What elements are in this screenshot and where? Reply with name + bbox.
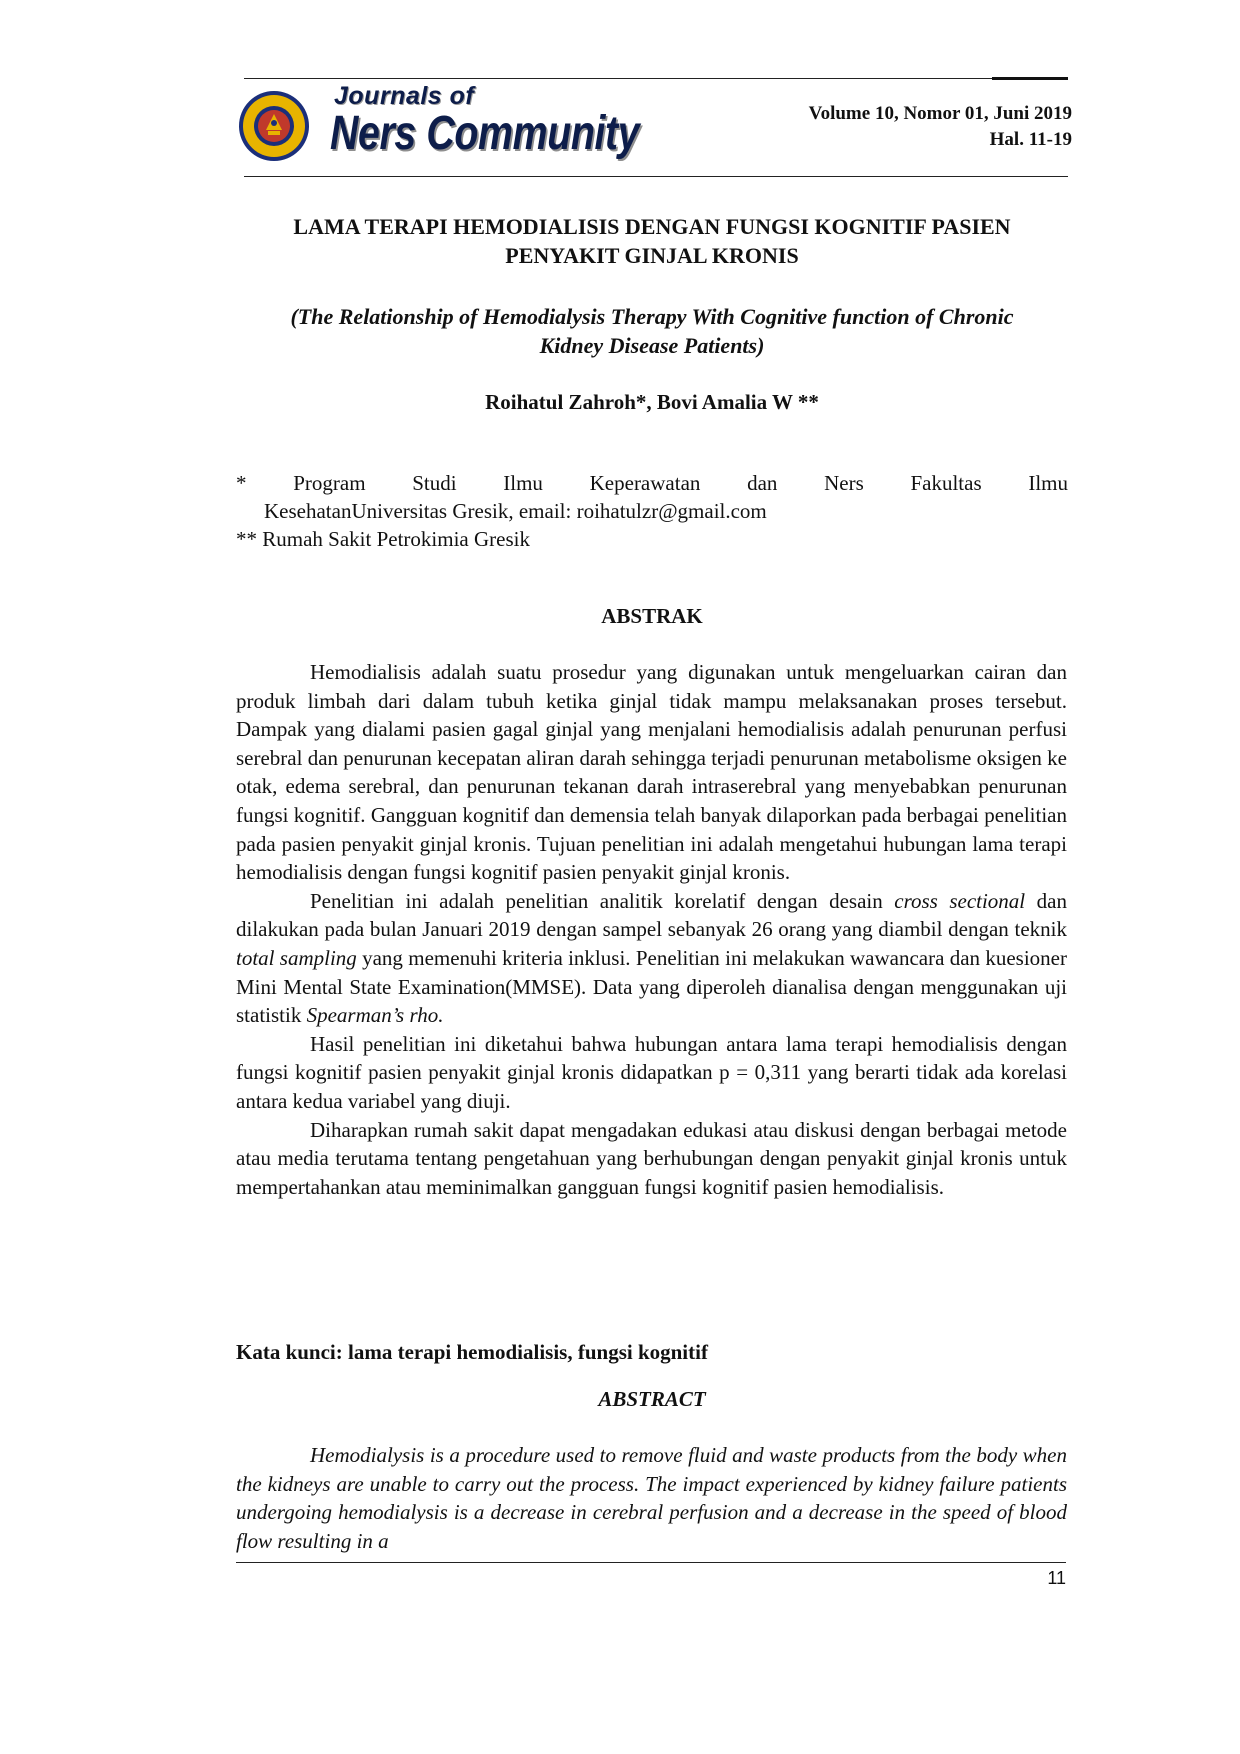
volume-issue: Volume 10, Nomor 01, Juni 2019 <box>808 103 1072 124</box>
abstract-body <box>236 1441 1067 1555</box>
abstrak-p2-text-b: dan dilakukan pada bulan Januari 2019 dengan sampel sebanyak 26 orang yang diambil dengan teknik <box>236 888 1067 942</box>
affiliation-2: ** Rumah Sakit Petrokimia Gresik <box>236 527 530 551</box>
abstrak-paragraph-4: Diharapkan rumah sakit dapat mengadakan edukasi atau diskusi dengan berbagai metode atau media terutama tentang pengetahuan yang berhubungan dengan penyakit ginjal kronis untuk mempertahankan atau meminimalkan gangguan fungsi kognitif pasien hemodialisis. <box>236 1117 1067 1199</box>
university-seal-icon <box>238 90 310 162</box>
journal-name-line1: Journals of <box>334 82 475 110</box>
abstrak-paragraph-3: Hasil penelitian ini diketahui bahwa hubungan antara lama terapi hemodialisis dengan fungsi kognitif pasien penyakit ginjal kronis didapatkan p = 0,311 yang berarti tidak ada korelasi antara kedua variabel yang diuji. <box>236 1031 1067 1113</box>
abstrak-heading: ABSTRAK <box>601 604 703 628</box>
abstrak-p2-text-a: Penelitian ini adalah penelitian analitik korelatif dengan desain <box>310 888 895 913</box>
header-rule-top <box>244 78 1068 79</box>
abstrak-p2-emphasis-1: cross sectional <box>894 888 1026 913</box>
abstract-heading: ABSTRACT <box>598 1387 706 1411</box>
page-range: Hal. 11-19 <box>989 129 1072 150</box>
journal-name-line2: Ners Community <box>330 107 640 160</box>
article-title-line1: LAMA TERAPI HEMODIALISIS DENGAN FUNGSI KOGNITIF PASIEN <box>293 214 1011 239</box>
header-rule-bottom <box>244 176 1068 177</box>
header-rule-top-accent <box>992 77 1068 80</box>
keywords: Kata kunci: lama terapi hemodialisis, fungsi kognitif <box>236 1340 708 1364</box>
affiliation-1-line1: * Program Studi Ilmu Keperawatan dan Ners Fakultas Ilmu <box>236 471 1068 495</box>
page-number: 11 <box>1047 1568 1066 1588</box>
abstract-paragraph-1: Hemodialysis is a procedure used to remove fluid and waste products from the body when the kidneys are unable to carry out the process. The impact experienced by kidney failure patients undergoing hemodialysis is a decrease in cerebral perfusion and a decrease in the speed of blood flow resulting in a <box>236 1443 1067 1553</box>
footer-rule <box>236 1562 1066 1563</box>
article-subtitle-line2: Kidney Disease Patients) <box>539 333 765 358</box>
abstrak-p2-emphasis-3: Spearman’s rho. <box>306 1003 444 1028</box>
article-title <box>236 212 1068 270</box>
abstrak-p2-text-c: yang memenuhi kriteria inklusi. Penelitian ini melakukan wawancara dan kuesioner Mini Mental State Examination(MMSE). Data yang diperoleh dianalisa dengan menggunakan uji statistik <box>236 945 1067 1028</box>
article-subtitle-line1: (The Relationship of Hemodialysis Therapy With Cognitive function of Chronic <box>290 304 1014 329</box>
abstrak-paragraph-2 <box>236 887 1067 1030</box>
abstrak-p2-emphasis-2: total sampling <box>236 945 357 970</box>
volume-info <box>809 101 1072 153</box>
article-subtitle <box>236 302 1068 360</box>
affiliation-1-line2: KesehatanUniversitas Gresik, email: roihatulzr@gmail.com <box>264 499 767 523</box>
authors: Roihatul Zahroh*, Bovi Amalia W ** <box>485 390 819 414</box>
article-title-line2: PENYAKIT GINJAL KRONIS <box>505 243 799 268</box>
abstrak-paragraph-1: Hemodialisis adalah suatu prosedur yang digunakan untuk mengeluarkan cairan dan produk limbah dari dalam tubuh ketika ginjal tidak mampu melaksanakan proses tersebut. Dampak yang dialami pasien gagal ginjal yang menjalani hemodialisis adalah penurunan perfusi serebral dan penurunan kecepatan aliran darah sehingga terjadi penurunan metabolisme oksigen ke otak, edema serebral, dan penurunan tekanan darah intraserebral yang menyebabkan penurunan fungsi kognitif. Gangguan kognitif dan demensia telah banyak dilaporkan pada berbagai penelitian pada pasien penyakit ginjal kronis. Tujuan penelitian ini adalah mengetahui hubungan lama terapi hemodialisis dengan fungsi kognitif pasien penyakit ginjal kronis. <box>236 660 1067 885</box>
abstrak-body <box>236 658 1067 1201</box>
